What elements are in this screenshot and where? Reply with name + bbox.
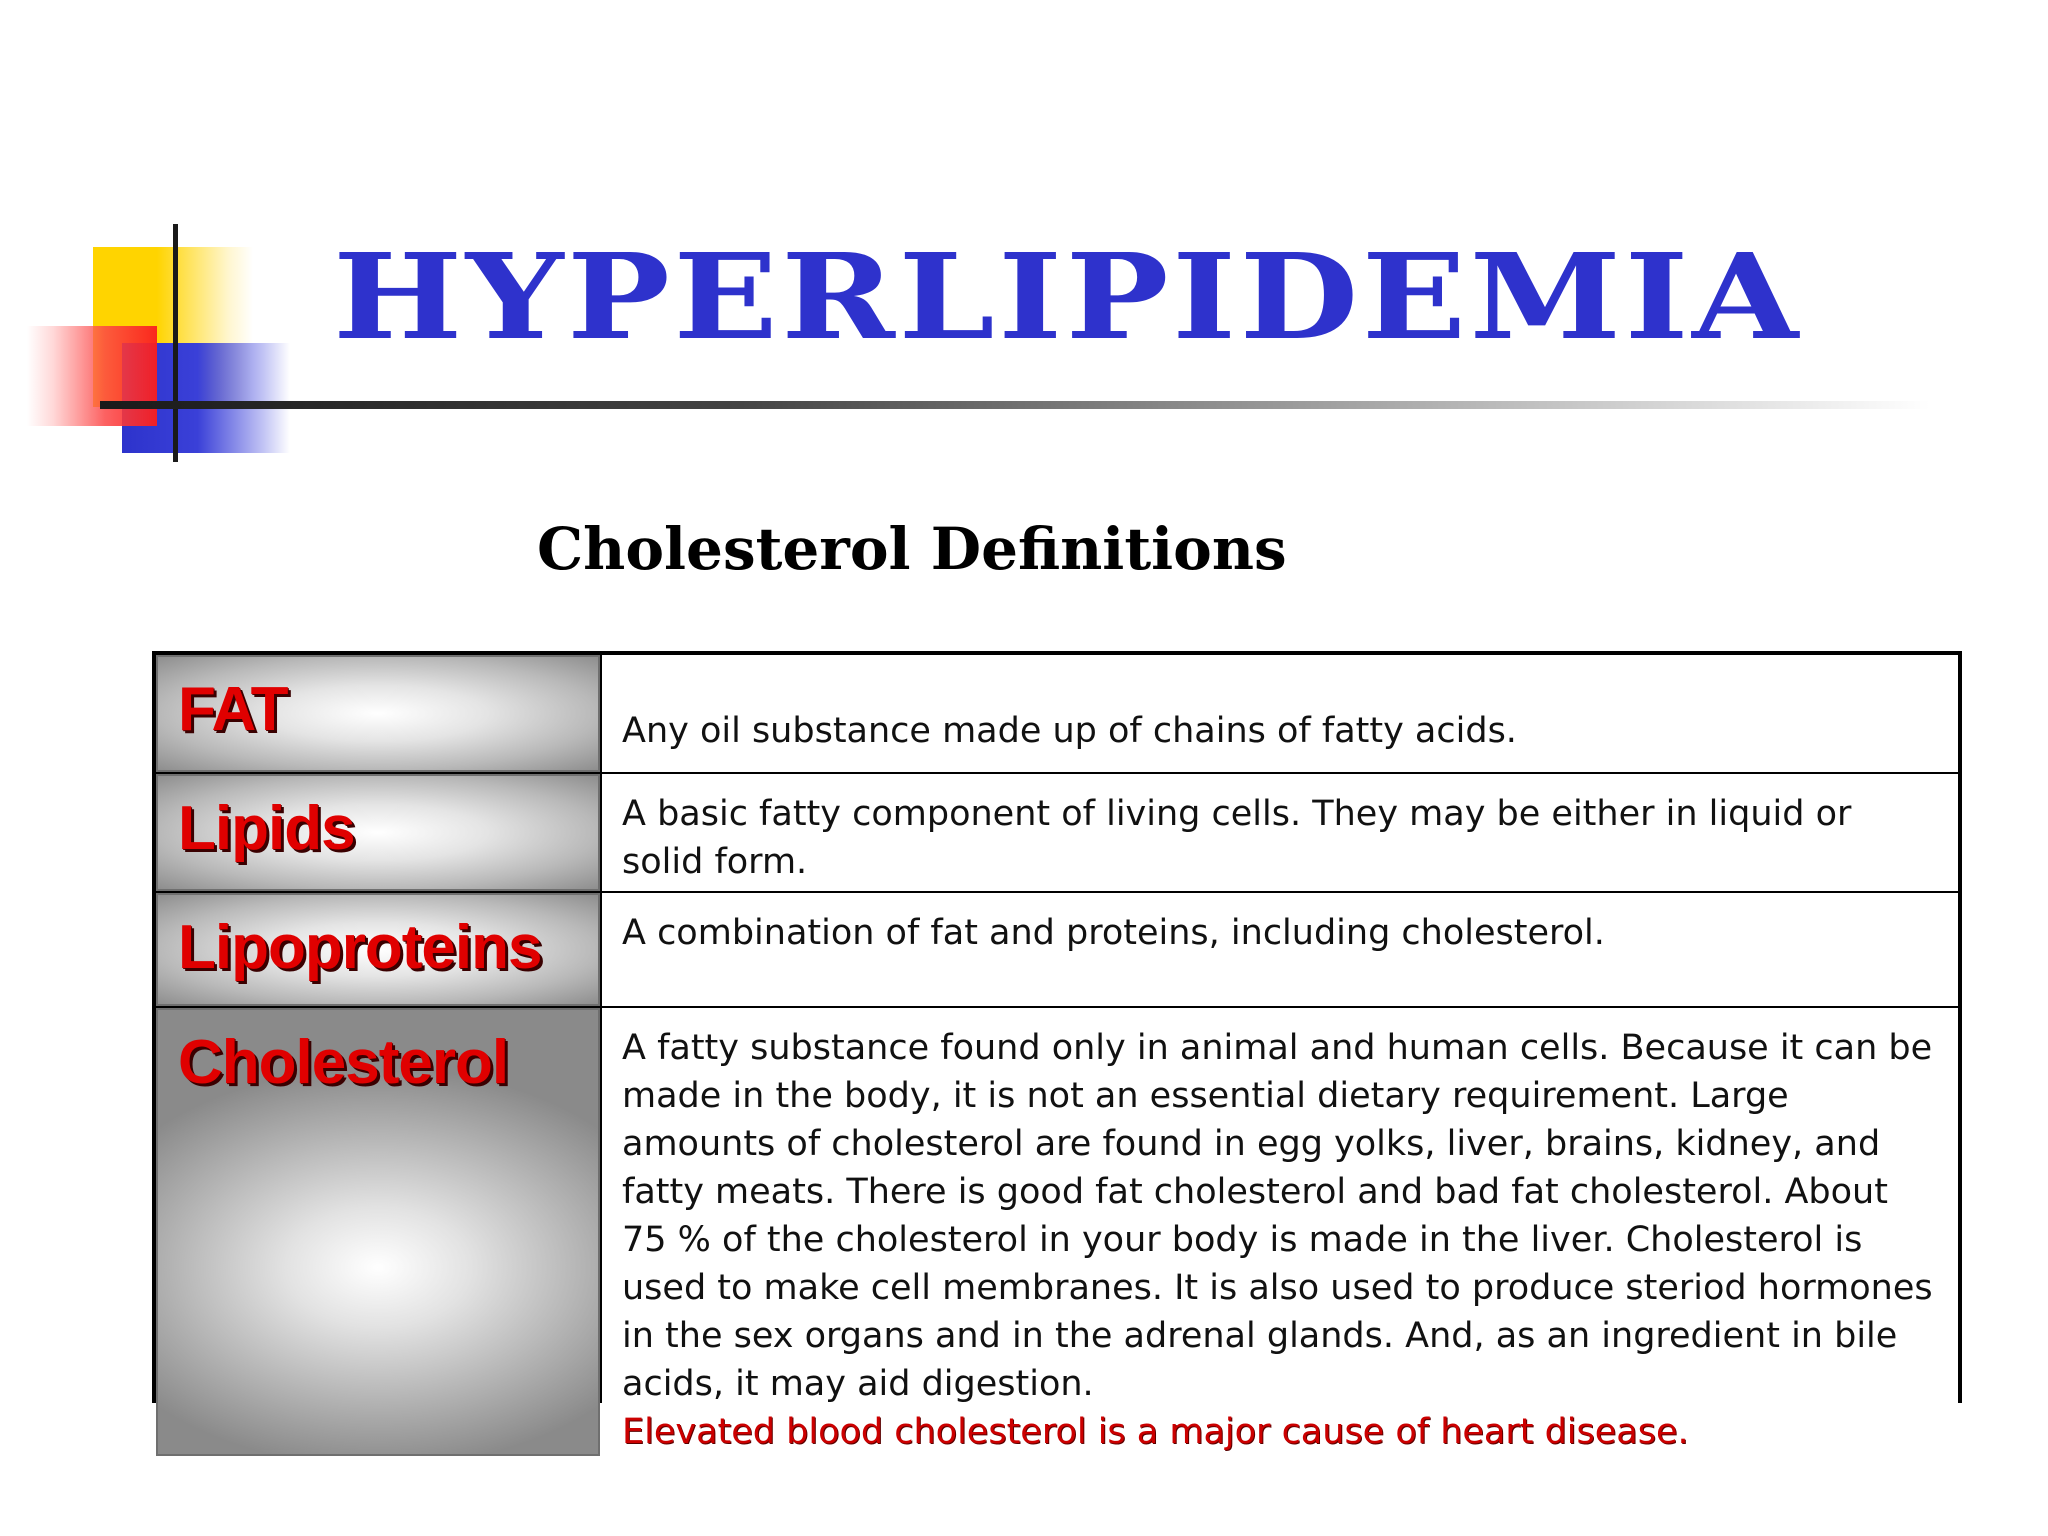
title-underline [100, 401, 1930, 409]
term-label: Lipids [178, 794, 355, 863]
term-label: FAT [178, 675, 288, 744]
definitions-table [152, 651, 1962, 1452]
slide-title: HYPERLIPIDEMIA [333, 227, 1802, 366]
definition-text: A combination of fat and proteins, including cholesterol. [622, 913, 1605, 953]
definition-text: A fatty substance found only in animal and human cells. Because it can be made in the body, it is not an essential dietary requirement. Large amounts of cholesterol are found in egg yolks, liver, brains, kidney, and fatty meats. There is good fat cholesterol and bad fat cholesterol. About 75 % of the cholesterol in your body is made in the liver. Cholesterol is used to make cell membranes. It is also used to produce steriod hormones in the sex organs and in the adrenal glands. And, as an ingredient in bile acids, it may aid digestion. [622, 1028, 1933, 1404]
term-cell-lipids [156, 774, 600, 891]
logo-red-square [27, 326, 157, 426]
definition-text: A basic fatty component of living cells. They may be either in liquid or solid form. [622, 794, 1852, 882]
definition-cell-fat [602, 655, 1958, 772]
definition-cell-cholesterol [602, 1008, 1958, 1456]
definition-text: Any oil substance made up of chains of fatty acids. [622, 711, 1517, 751]
logo-vertical-line [173, 224, 178, 462]
slide-logo [0, 0, 300, 470]
term-cell-lipoproteins [156, 893, 600, 1006]
term-label: Lipoproteins [178, 913, 542, 982]
definition-cell-lipids [602, 774, 1958, 891]
definition-cell-lipoproteins [602, 893, 1958, 1006]
slide-subtitle: Cholesterol Definitions [537, 515, 1287, 583]
term-cell-fat [156, 655, 600, 772]
term-cell-cholesterol [156, 1008, 600, 1456]
term-label: Cholesterol [178, 1028, 509, 1097]
definition-highlight: Elevated blood cholesterol is a major cause of heart disease. [622, 1412, 1689, 1452]
